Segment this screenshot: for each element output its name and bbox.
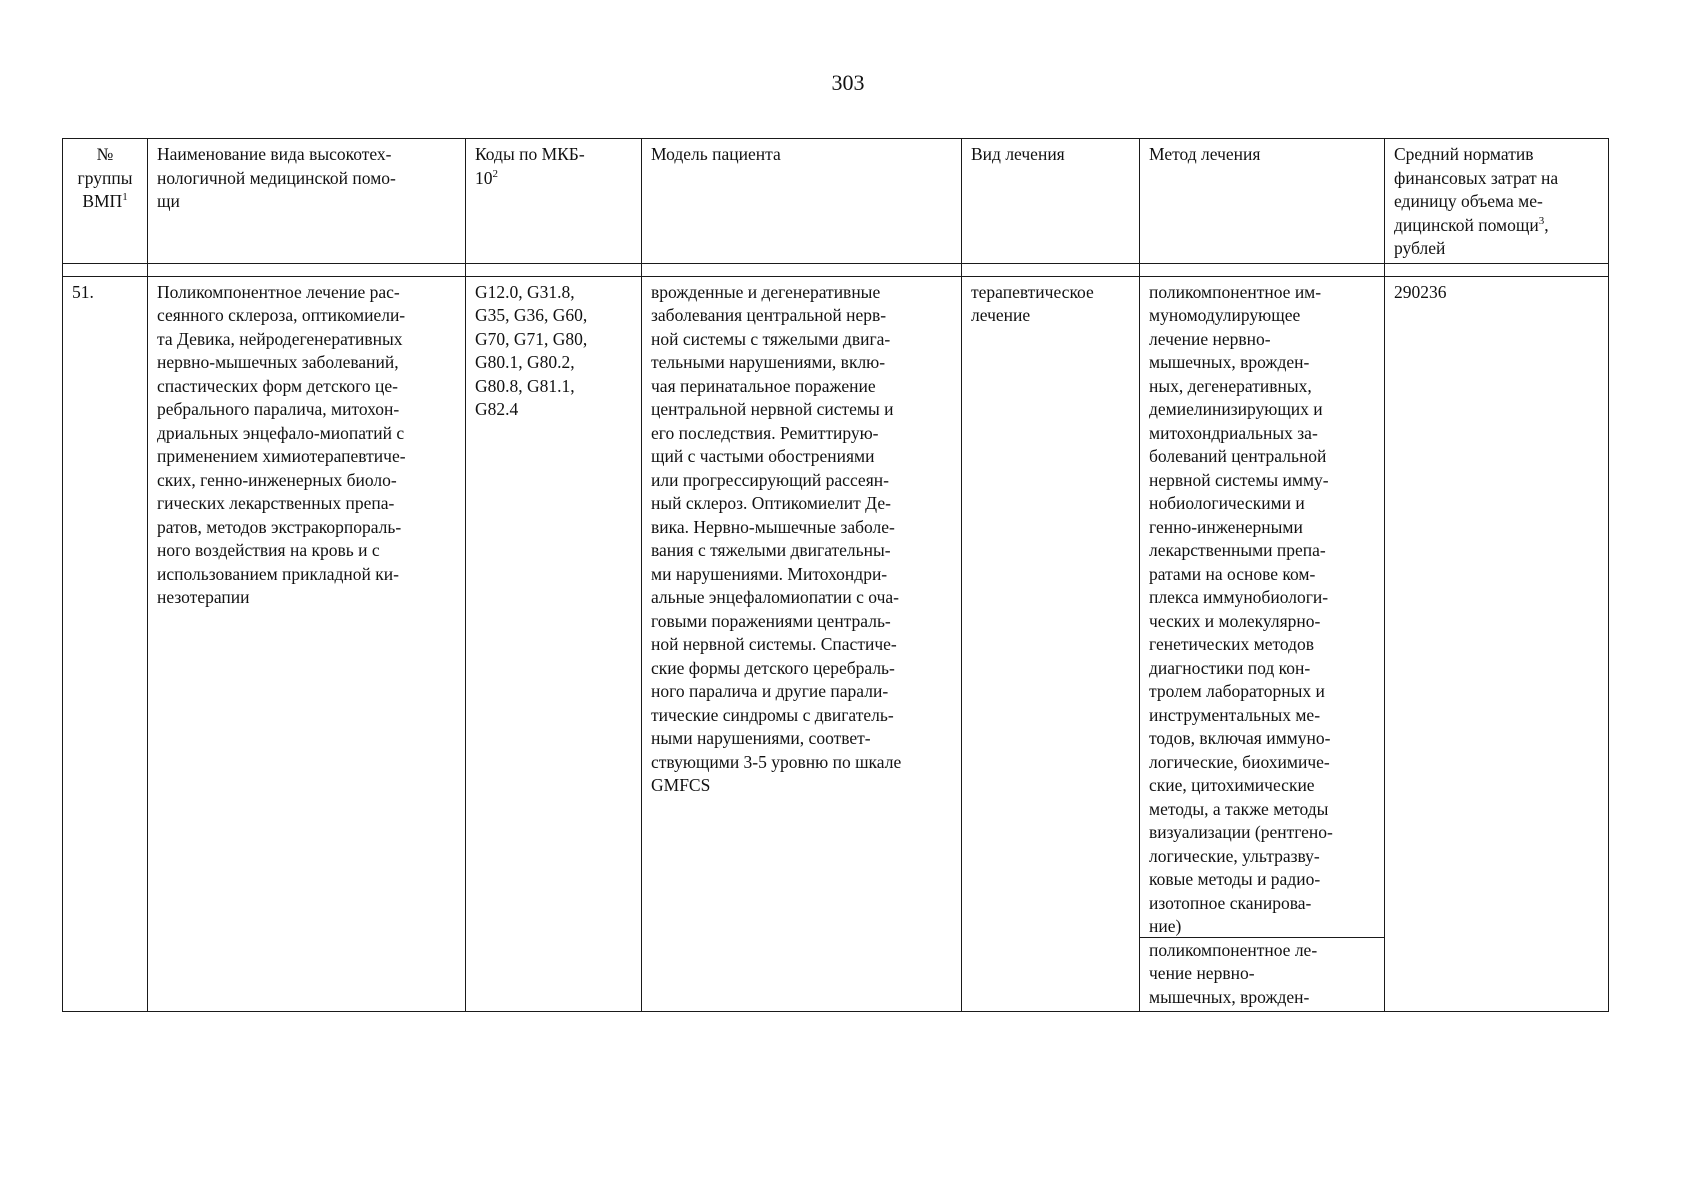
table-row (63, 276, 1609, 1011)
treatment-type-cell: терапевтическое лечение (962, 276, 1140, 1011)
patient-model-cell: врожденные и дегенеративные заболевания центральной нерв- ной системы с тяжелыми двига- тельными нарушениями, вклю- чая перинатальное поражение центральной нервной системы и его последствия. Ремиттирую- щий с частыми обострениями или прогрессирующий рассеян- ный склероз. Оптикомиелит Де- вика. Нервно-мышечные заболе- вания с тяжелыми двигательны- ми нарушениями. Митохондри- альные энцефаломиопатии с оча- говыми поражениями централь- ной нервной системы. Спастиче- ские формы детского церебраль- ного паралича и другие парали- тические синдромы с двигатель- ными нарушениями, соответ- ствующими 3-5 уровню по шкале GMFCS (642, 276, 962, 1011)
care-type-name-cell: Поликомпонентное лечение рас- сеянного склероза, оптикомиели- та Девика, нейродегенеративных нервно-мышечных заболеваний, спастических форм детского це- ребрального паралича, митохон- дриальных энцефало-миопатий с применением химиотерапевтиче- ских, генно-инженерных биоло- гических лекарственных препа- ратов, методов экстракорпораль- ного воздействия на кровь и с использованием прикладной ки- незотерапии (148, 276, 466, 1011)
icd-codes-cell: G12.0, G31.8, G35, G36, G60, G70, G71, G80, G80.1, G80.2, G80.8, G81.1, G82.4 (466, 276, 642, 1011)
treatment-method-cell (1140, 276, 1385, 1011)
treatment-method-multicomponent: поликомпонентное ле- чение нервно- мышечных, врожден- (1140, 937, 1384, 1009)
table-header-row (63, 139, 1609, 264)
table-spacer-row (63, 263, 1609, 276)
header-care-type-name: Наименование вида высокотех- нологичной медицинской помо- щи (148, 139, 466, 264)
vmp-table (62, 138, 1609, 1012)
header-icd-codes: Коды по МКБ- $10^2$ (466, 139, 642, 264)
group-number-cell: 51. (63, 276, 148, 1011)
header-treatment-method: Метод лечения (1140, 139, 1385, 264)
header-patient-model: Модель пациента (642, 139, 962, 264)
header-group-number: № группы ВМП$^1$ (63, 139, 148, 264)
header-average-cost: Средний норматив финансовых затрат на единицу объема ме- дицинской помощи$^3$, рублей (1385, 139, 1609, 264)
average-cost-cell: 290236 (1385, 276, 1609, 1011)
page-number: 303 (831, 70, 865, 95)
treatment-method-immunomodulating: поликомпонентное им- муномодулирующее лечение нервно- мышечных, врожден- ных, дегенеративных, демиелинизирующих и митохондриальных за- болеваний центральной нервной системы имму- нобиологическими и генно-инженерными лекарственными препа- ратами на основе ком- плекса иммунобиологи- ческих и молекулярно- генетических методов диагностики под кон- тролем лабораторных и инструментальных ме- тодов, включая иммуно- логические, биохимиче- ские, цитохимические методы, а также методы визуализации (рентгено- логические, ультразву- ковые методы и радио- изотопное сканирова- ние) (1149, 281, 1333, 936)
header-treatment-type: Вид лечения (962, 139, 1140, 264)
